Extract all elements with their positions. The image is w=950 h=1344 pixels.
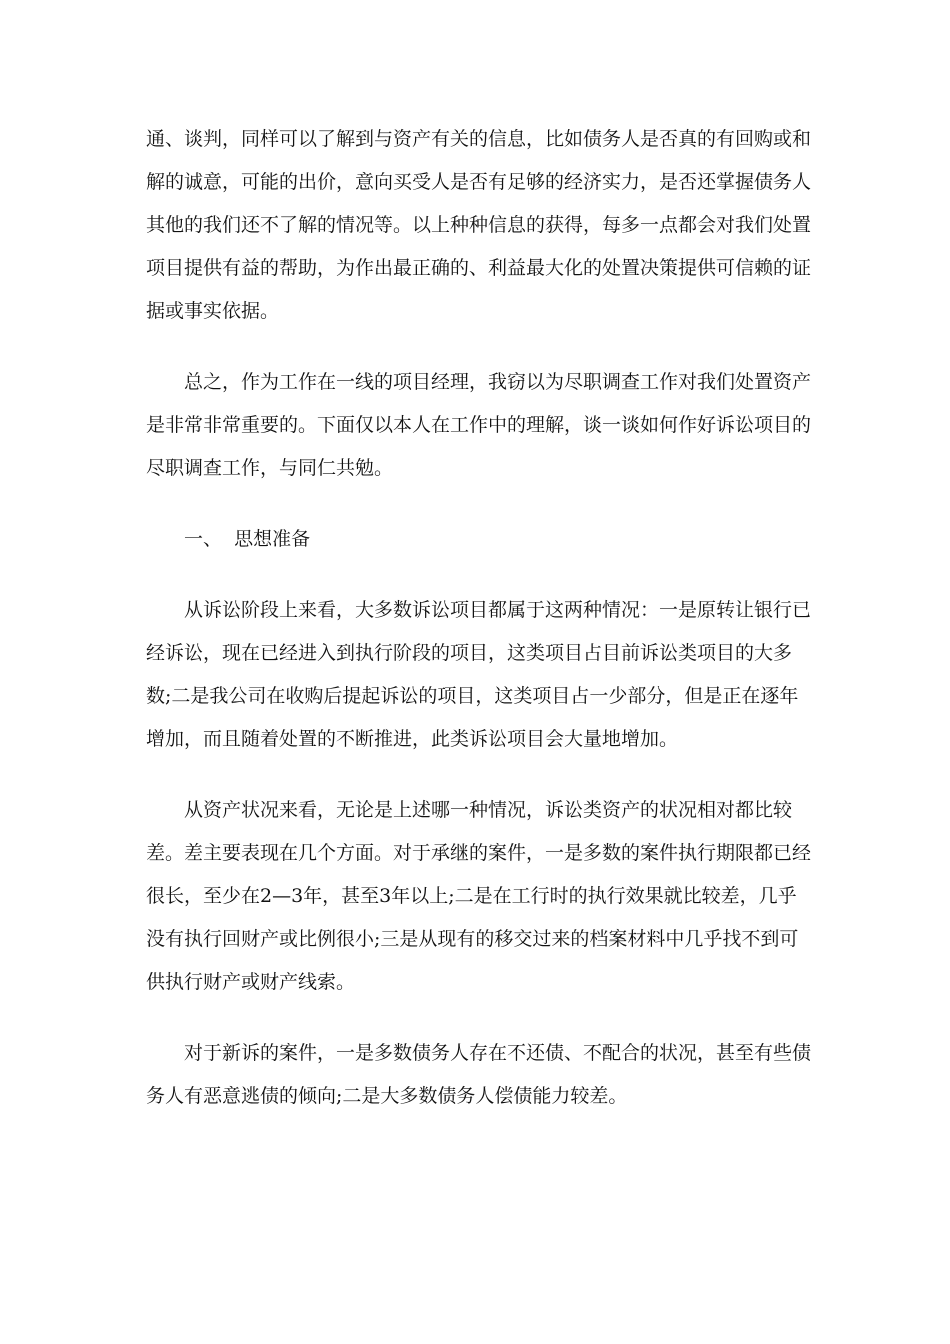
paragraph-new-cases: 对于新诉的案件，一是多数债务人存在不还债、不配合的状况，甚至有些债务人有恶意逃债的倾向;二是大多数债务人偿债能力较差。 bbox=[146, 1042, 812, 1107]
paragraph-summary: 总之，作为工作在一线的项目经理，我窃以为尽职调查工作对我们处置资产是非常非常重要的。下面仅以本人在工作中的理解，谈一谈如何作好诉讼项目的尽职调查工作，与同仁共勉。 bbox=[146, 371, 812, 479]
paragraph-continuation: 通、谈判，同样可以了解到与资产有关的信息，比如债务人是否真的有回购或和解的诚意，可能的出价，意向买受人是否有足够的经济实力，是否还掌握债务人其他的我们还不了解的情况等。以上种种信息的获得，每多一点都会对我们处置项目提供有益的帮助，为作出最正确的、利益最大化的处置决策提供可信赖的证据或事实依据。 bbox=[146, 128, 812, 322]
document-body bbox=[146, 118, 814, 1118]
paragraph-litigation-stage: 从诉讼阶段上来看，大多数诉讼项目都属于这两种情况：一是原转让银行已经诉讼，现在已经进入到执行阶段的项目，这类项目占目前诉讼类项目的大多数;二是我公司在收购后提起诉讼的项目，这类项目占一少部分，但是正在逐年增加，而且随着处置的不断推进，此类诉讼项目会大量地增加。 bbox=[146, 599, 812, 750]
paragraph-asset-status: 从资产状况来看，无论是上述哪一种情况，诉讼类资产的状况相对都比较差。差主要表现在几个方面。对于承继的案件，一是多数的案件执行期限都已经很长，至少在2—3年，甚至3年以上;二是在工行时的执行效果就比较差，几乎没有执行回财产或比例很小;三是从现有的移交过来的档案材料中几乎找不到可供执行财产或财产线索。 bbox=[146, 799, 812, 993]
section-heading: 一、 思想准备 bbox=[184, 528, 311, 550]
